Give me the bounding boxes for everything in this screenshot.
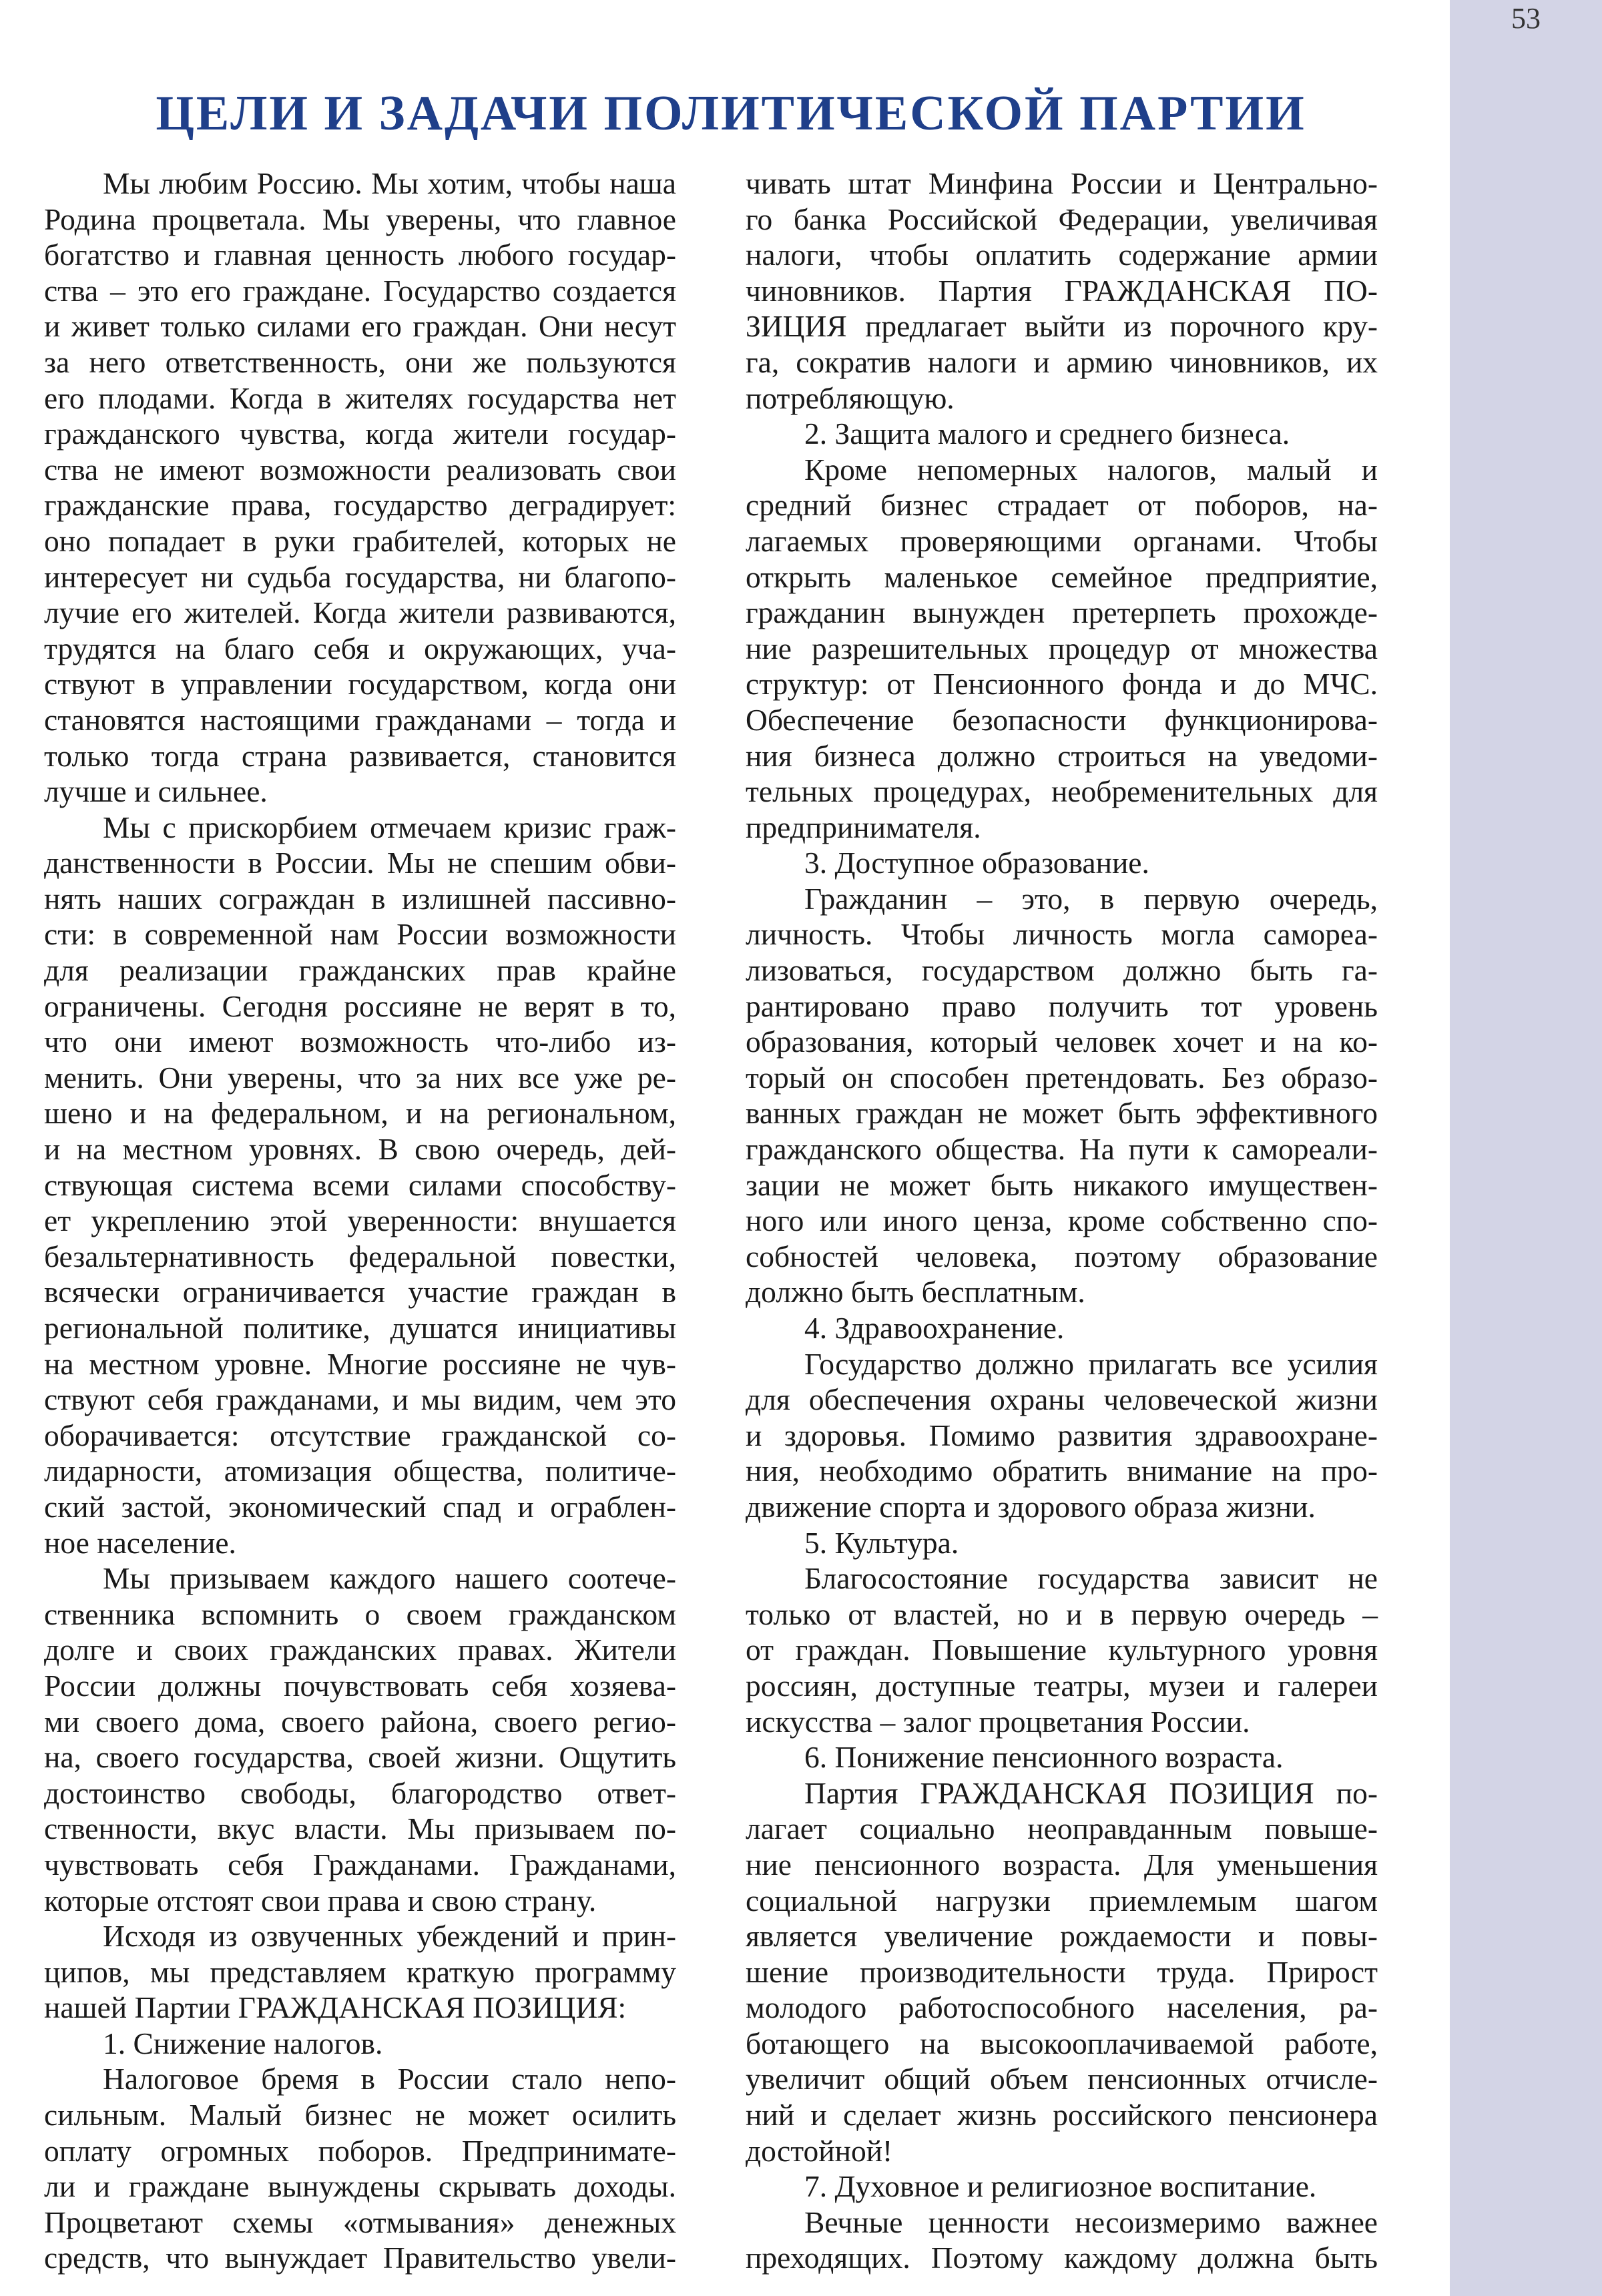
text-line: лизоваться, государством должно быть га-: [746, 953, 1378, 988]
text-line: 1. Снижение налогов.: [103, 2026, 383, 2060]
text-line: 5. Культура.: [804, 1525, 959, 1560]
text-line: Налоговое бремя в России стало непо-: [103, 2062, 676, 2096]
text-line: га, сократив налоги и армию чиновников, их: [746, 344, 1378, 379]
text-line: Обеспечение безопасности функционирова-: [746, 702, 1378, 737]
text-line: лагает социально неоправданным повыше-: [746, 1811, 1378, 1846]
text-line: увеличит общий объем пенсионных отчисле-: [746, 2062, 1378, 2096]
text-line: гражданин вынужден претерпеть прохожде-: [746, 595, 1378, 630]
text-line: ограничены. Сегодня россияне не верят в то,: [44, 988, 676, 1023]
text-line: ние пенсионного возраста. Для уменьшения: [746, 1847, 1378, 1882]
text-line: ми своего дома, своего района, своего регио-: [44, 1704, 676, 1739]
text-line: лучие его жителей. Когда жители развиваются,: [44, 595, 676, 630]
text-line: должно быть бесплатным.: [746, 1275, 1085, 1310]
text-line: ния бизнеса должно строиться на уведоми-: [746, 738, 1378, 773]
text-line: его плодами. Когда в жителях государства нет: [44, 380, 676, 415]
text-line: ципов, мы представляем краткую программу: [44, 1954, 676, 1989]
text-line: Исходя из озвученных убеждений и прин-: [103, 1919, 676, 1954]
text-line: Благосостояние государства зависит не: [804, 1561, 1378, 1596]
text-line: структур: от Пенсионного фонда и до МЧС.: [746, 667, 1378, 701]
text-line: Мы призываем каждого нашего соотече-: [103, 1561, 676, 1596]
text-line: 3. Доступное образование.: [804, 846, 1149, 880]
text-line: Вечные ценности несоизмеримо важнее: [804, 2205, 1378, 2239]
text-line: Мы с прискорбием отмечаем кризис граж-: [103, 810, 676, 844]
text-line: чивать штат Минфина России и Центрально-: [746, 166, 1378, 200]
page-number: 53: [1511, 2, 1541, 35]
text-line: лагаемых проверяющими органами. Чтобы: [746, 523, 1378, 558]
text-line: ский застой, экономический спад и ограблен-: [44, 1489, 676, 1524]
text-line: оно попадает в руки грабителей, которых не: [44, 523, 676, 558]
text-line: менить. Они уверены, что за них все уже ре-: [44, 1060, 676, 1095]
text-line: безальтернативность федеральной повестки,: [44, 1239, 676, 1273]
text-line: ственника вспомнить о своем гражданском: [44, 1597, 676, 1631]
text-line: чиновников. Партия ГРАЖДАНСКАЯ ПО-: [746, 273, 1378, 308]
text-line: ное население.: [44, 1525, 236, 1560]
text-line: всячески ограничивается участие граждан в: [44, 1275, 676, 1310]
text-line: Мы любим Россию. Мы хотим, чтобы наша: [103, 166, 676, 200]
text-line: шение производительности труда. Прирост: [746, 1954, 1378, 1989]
text-line: ботающего на высокооплачиваемой работе,: [746, 2026, 1378, 2060]
text-line: ЗИЦИЯ предлагает выйти из порочного кру-: [746, 309, 1378, 344]
text-line: Государство должно прилагать все усилия: [804, 1346, 1378, 1381]
text-line: нять наших сограждан в излишней пассивно-: [44, 881, 676, 916]
text-line: гражданского чувства, когда жители государ-: [44, 416, 676, 451]
text-line: и на местном уровнях. В свою очередь, дей-: [44, 1132, 676, 1167]
text-line: оплату огромных поборов. Предпринимате-: [44, 2133, 676, 2168]
text-line: ния, необходимо обратить внимание на про-: [746, 1454, 1378, 1488]
text-line: предпринимателя.: [746, 810, 981, 844]
text-line: 6. Понижение пенсионного возраста.: [804, 1740, 1284, 1775]
text-column-left: [44, 166, 676, 2276]
text-line: преходящих. Поэтому каждому должна быть: [746, 2241, 1378, 2275]
text-line: региональной политике, душатся инициативы: [44, 1311, 676, 1345]
text-line: торый он способен претендовать. Без образо-: [746, 1060, 1378, 1095]
text-line: на, своего государства, своей жизни. Ощутить: [44, 1740, 676, 1775]
text-line: является увеличение рождаемости и повы-: [746, 1919, 1378, 1954]
text-line: только тогда страна развивается, становится: [44, 738, 676, 773]
text-line: тельных процедурах, необременительных для: [746, 774, 1378, 809]
text-line: го банка Российской Федерации, увеличивая: [746, 202, 1378, 236]
text-line: налоги, чтобы оплатить содержание армии: [746, 238, 1378, 272]
text-line: интересует ни судьба государства, ни благопо-: [44, 559, 676, 594]
text-line: Кроме непомерных налогов, малый и: [804, 452, 1378, 487]
text-line: ствуют в управлении государством, когда они: [44, 667, 676, 701]
text-line: на местном уровне. Многие россияне не чув-: [44, 1346, 676, 1381]
text-line: для обеспечения охраны человеческой жизни: [746, 1382, 1378, 1417]
text-line: ванных граждан не может быть эффективного: [746, 1096, 1378, 1131]
text-line: становятся настоящими гражданами – тогда и: [44, 702, 676, 737]
text-line: ственности, вкус власти. Мы призываем по-: [44, 1811, 676, 1846]
text-line: рантировано право получить тот уровень: [746, 988, 1378, 1023]
text-line: оборачивается: отсутствие гражданской со-: [44, 1418, 676, 1452]
text-line: за него ответственность, они же пользуются: [44, 344, 676, 379]
text-line: 7. Духовное и религиозное воспитание.: [804, 2169, 1317, 2204]
text-line: ет укреплению этой уверенности: внушается: [44, 1203, 676, 1238]
text-line: средний бизнес страдает от поборов, на-: [746, 488, 1378, 523]
text-line: молодого работоспособного населения, ра-: [746, 1990, 1378, 2025]
text-line: гражданские права, государство деградирует:: [44, 488, 676, 523]
text-line: 2. Защита малого и среднего бизнеса.: [804, 416, 1290, 451]
text-line: и живет только силами его граждан. Они несут: [44, 309, 676, 344]
text-line: ства не имеют возможности реализовать свои: [44, 452, 676, 487]
text-line: долге и своих гражданских правах. Жители: [44, 1633, 676, 1667]
text-line: от граждан. Повышение культурного уровня: [746, 1633, 1378, 1667]
text-line: нашей Партии ГРАЖДАНСКАЯ ПОЗИЦИЯ:: [44, 1990, 627, 2025]
text-line: Партия ГРАЖДАНСКАЯ ПОЗИЦИЯ по-: [804, 1775, 1378, 1810]
text-line: для реализации гражданских прав крайне: [44, 953, 676, 988]
text-line: трудятся на благо себя и окружающих, уча-: [44, 631, 676, 665]
text-line: только от властей, но и в первую очередь –: [746, 1597, 1378, 1631]
text-line: открыть маленькое семейное предприятие,: [746, 559, 1378, 594]
text-line: и здоровья. Помимо развития здравоохране-: [746, 1418, 1378, 1452]
text-line: зации не может быть никакого имуществен-: [746, 1167, 1378, 1202]
text-line: ние разрешительных процедур от множества: [746, 631, 1378, 665]
text-line: личность. Чтобы личность могла самореа-: [746, 917, 1378, 952]
text-line: ний и сделает жизнь российского пенсионера: [746, 2098, 1378, 2132]
text-line: собностей человека, поэтому образование: [746, 1239, 1378, 1273]
text-line: образования, который человек хочет и на ко-: [746, 1025, 1378, 1059]
text-line: ствуют себя гражданами, и мы видим, чем это: [44, 1382, 676, 1417]
text-line: ли и граждане вынуждены скрывать доходы.: [44, 2169, 676, 2204]
text-line: лучше и сильнее.: [44, 774, 268, 809]
text-line: движение спорта и здорового образа жизни.: [746, 1489, 1316, 1524]
text-line: богатство и главная ценность любого государ-: [44, 238, 676, 272]
text-line: чувствовать себя Гражданами. Гражданами,: [44, 1847, 676, 1882]
text-line: лидарности, атомизация общества, политиче-: [44, 1454, 676, 1488]
text-line: шено и на федеральном, и на региональном,: [44, 1096, 676, 1131]
text-line: России должны почувствовать себя хозяева-: [44, 1668, 676, 1703]
text-line: данственности в России. Мы не спешим обви-: [44, 846, 676, 880]
text-line: Гражданин – это, в первую очередь,: [804, 881, 1378, 916]
text-line: ства – это его граждане. Государство создается: [44, 273, 676, 308]
text-line: сильным. Малый бизнес не может осилить: [44, 2098, 676, 2132]
page-title: ЦЕЛИ И ЗАДАЧИ ПОЛИТИЧЕСКОЙ ПАРТИИ: [156, 86, 1306, 141]
text-line: Родина процветала. Мы уверены, что главное: [44, 202, 676, 236]
text-line: которые отстоят свои права и свою страну.: [44, 1883, 597, 1918]
text-line: потребляющую.: [746, 380, 955, 415]
text-line: Процветают схемы «отмывания» денежных: [44, 2205, 676, 2239]
text-column-right: [746, 166, 1378, 2276]
text-line: социальной нагрузки приемлемым шагом: [746, 1883, 1378, 1918]
text-line: достоинство свободы, благородство ответ-: [44, 1775, 676, 1810]
text-line: гражданского общества. На пути к самореали-: [746, 1132, 1378, 1167]
text-line: 4. Здравоохранение.: [804, 1311, 1065, 1345]
text-line: ного или иного ценза, кроме собственно спо-: [746, 1203, 1378, 1238]
text-line: что они имеют возможность что-либо из-: [44, 1025, 676, 1059]
text-line: россиян, доступные театры, музеи и галереи: [746, 1668, 1378, 1703]
text-line: искусства – залог процветания России.: [746, 1704, 1250, 1739]
text-line: достойной!: [746, 2133, 893, 2168]
side-margin-strip: [1450, 0, 1602, 2296]
text-line: сти: в современной нам России возможности: [44, 917, 676, 952]
text-line: ствующая система всеми силами способству-: [44, 1167, 676, 1202]
text-line: средств, что вынуждает Правительство увели-: [44, 2241, 676, 2275]
